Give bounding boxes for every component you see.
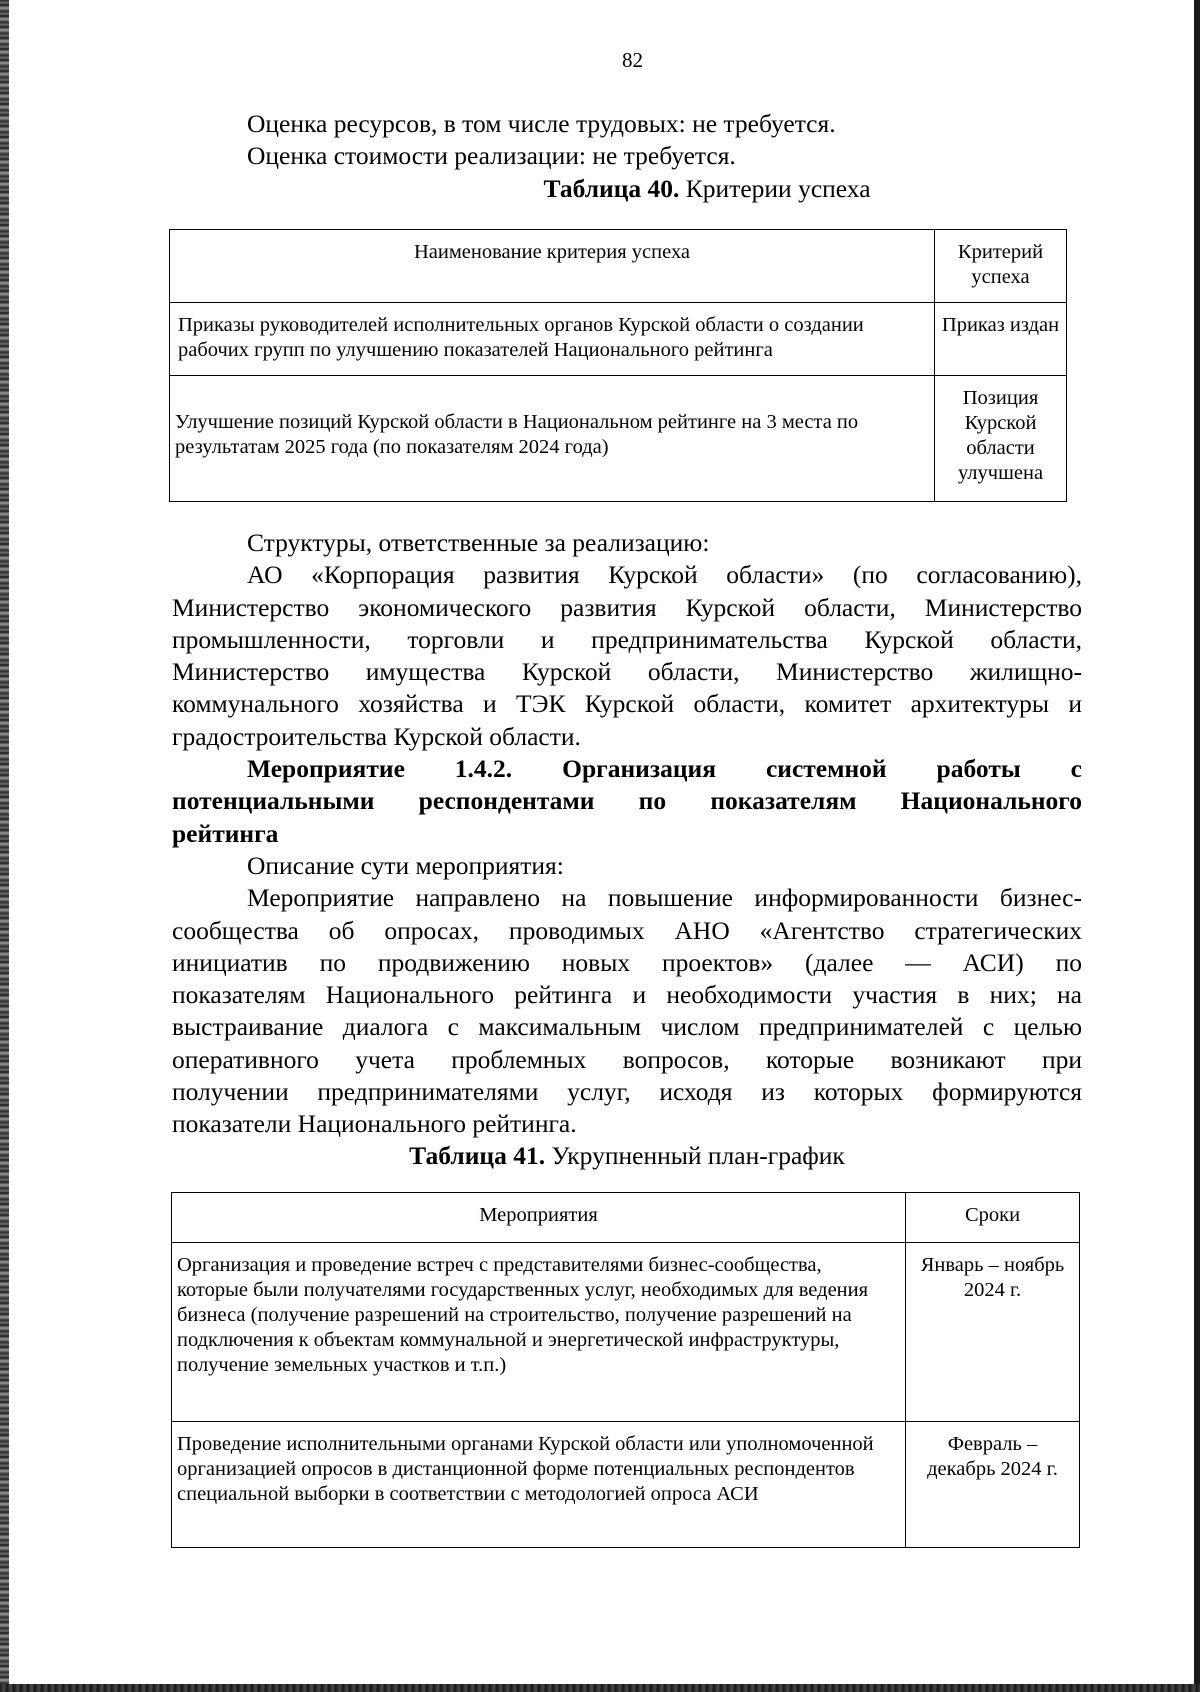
table40-row2-criterion: Позиция Курской области улучшена [935, 376, 1067, 502]
table41-row1-deadline: Январь – ноябрь 2024 г. [906, 1243, 1080, 1422]
table-row [172, 1243, 1080, 1422]
event-description-line-6: оперативного учета проблемных вопросов, которые возникают при [172, 1044, 1082, 1074]
cost-estimate-line: Оценка стоимости реализации: не требуется. [247, 141, 736, 171]
responsible-line-5: коммунального хозяйства и ТЭК Курской области, комитет архитектуры и [172, 689, 1082, 719]
resource-estimate-line: Оценка ресурсов, в том числе трудовых: не требуется. [247, 109, 836, 138]
table41-header-deadline: Сроки [906, 1193, 1080, 1243]
event-description-line-2: сообщества об опросах, проводимых АНО «Агентство стратегических [172, 915, 1082, 945]
responsible-line-6: градостроительства Курской области. [172, 721, 581, 751]
table40-caption-number: Таблица 40. [543, 173, 680, 203]
intro-section [172, 108, 1082, 205]
event-description-heading: Описание сути мероприятия: [247, 850, 564, 880]
responsible-line-1: АО «Корпорация развития Курской области» (по согласованию), [247, 560, 1082, 590]
page-number: 82 [622, 48, 643, 72]
table-row [170, 303, 1067, 376]
table41-row2-activity: Проведение исполнительными органами Курской области или уполномоченной организацией опросов в дистанционной форме потенциальных респондентов специальной выборки в соответствии с методологией опроса АСИ [172, 1422, 906, 1548]
table-row [172, 1422, 1080, 1548]
responsible-line-3: промышленности, торговли и предпринимательства Курской области, [172, 624, 1082, 654]
table41-header-activity: Мероприятия [172, 1193, 906, 1243]
table41 [171, 1192, 1080, 1548]
event-description-line-1: Мероприятие направлено на повышение информированности бизнес- [247, 883, 1082, 913]
table40-row1-criterion: Приказ издан [935, 303, 1067, 376]
scan-edge-left [0, 0, 9, 1692]
table40-row1-name: Приказы руководителей исполнительных органов Курской области о создании рабочих групп по улучшению показателей Национального рейтинга [170, 303, 935, 376]
table40-header-criterion: Критерий успеха [935, 230, 1067, 303]
table40-header-name: Наименование критерия успеха [170, 230, 935, 303]
table40-row2-name: Улучшение позиций Курской области в Национальном рейтинге на 3 места по результатам 2025 года (по показателям 2024 года) [170, 376, 935, 502]
table41-row2-deadline: Февраль – декабрь 2024 г. [906, 1422, 1080, 1548]
table40-caption-title: Критерии успеха [685, 173, 871, 203]
event-description-line-3: инициатив по продвижению новых проектов» (далее — АСИ) по [172, 947, 1082, 977]
event-title-line-3: рейтинга [172, 818, 279, 848]
table41-caption-number: Таблица 41. [409, 1140, 546, 1170]
table40-caption [172, 173, 1082, 205]
responsible-section [172, 527, 1082, 1172]
table40-header-row [170, 230, 1067, 303]
responsible-line-4: Министерство имущества Курской области, Министерство жилищно- [172, 657, 1082, 687]
table41-caption-title: Укрупненный план-график [551, 1140, 845, 1170]
event-description-line-5: выстраивание диалога с максимальным числом предпринимателей с целью [172, 1012, 1082, 1042]
responsible-heading: Структуры, ответственные за реализацию: [247, 528, 710, 557]
event-description-line-8: показатели Национального рейтинга. [172, 1109, 577, 1139]
event-title-line-2: потенциальными респондентами по показателям Национального [172, 786, 1082, 816]
event-title-line-1: Мероприятие 1.4.2. Организация системной работы с [247, 754, 1082, 784]
table41-row1-activity: Организация и проведение встреч с представителями бизнес-сообщества, которые были получателями государственных услуг, необходимых для ведения бизнеса (получение разрешений на строительство, получение разрешений на подключения к объектам коммунальной и энергетической инфраструктуры, получение земельных участков и т.п.) [172, 1243, 906, 1422]
table40 [169, 229, 1067, 502]
table41-caption [172, 1140, 1082, 1172]
table-row [170, 376, 1067, 502]
responsible-line-2: Министерство экономического развития Курской области, Министерство [172, 592, 1082, 622]
scan-edge-right [1194, 0, 1200, 1692]
table41-header-row [172, 1193, 1080, 1243]
event-description-line-7: получении предпринимателями услуг, исходя из которых формируются [172, 1077, 1082, 1107]
scan-edge-bottom [0, 1684, 1200, 1692]
event-description-line-4: показателям Национального рейтинга и необходимости участия в них; на [172, 980, 1082, 1010]
